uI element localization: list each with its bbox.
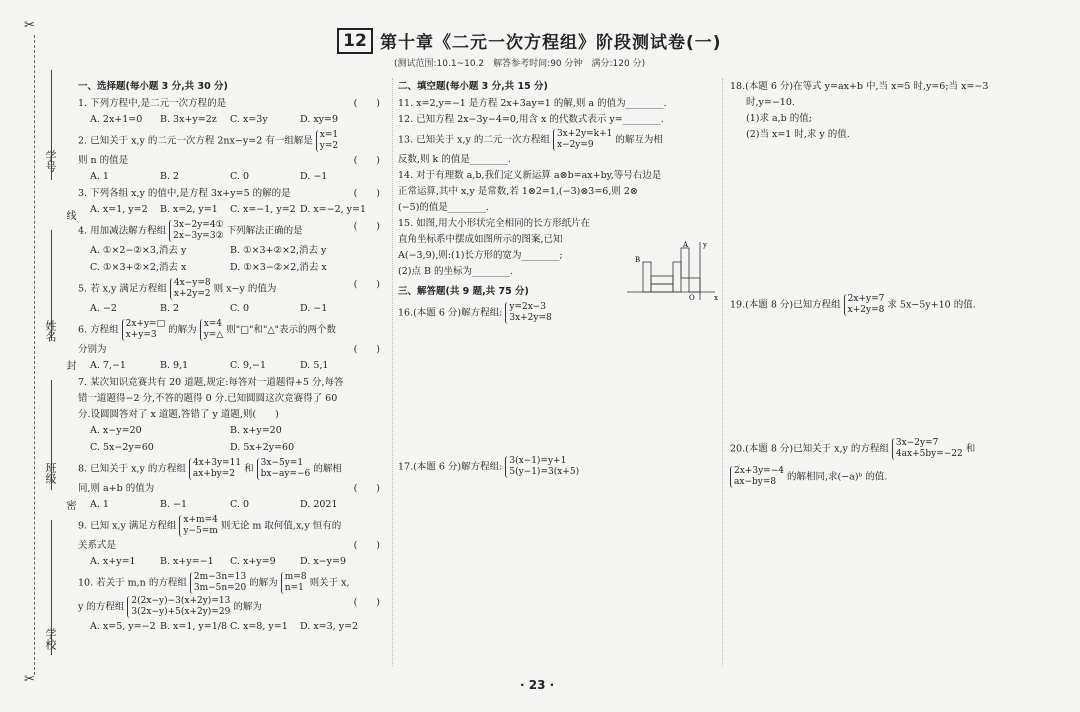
option[interactable]: A. x+y=1 — [90, 556, 136, 567]
option[interactable]: B. 2 — [160, 303, 180, 314]
option[interactable]: C. 0 — [230, 499, 250, 510]
option[interactable]: C. 5x−2y=60 — [90, 442, 154, 453]
equation-system: m=8 n=1 — [281, 572, 307, 594]
question-15-cont2: A(−3,9),则:(1)长方形的宽为________; — [398, 250, 563, 261]
test-info: (测试范围:10.1~10.2 解答参考时间:90 分钟 满分:120 分) — [394, 59, 646, 69]
question-16: 16.(本题 6 分)解方程组: y=2x−3 3x+2y=8 — [398, 302, 552, 323]
option[interactable]: C. x=−1, y=2 — [230, 204, 296, 215]
label-student-id: 学号 — [44, 150, 57, 172]
question-3: 3. 下列各组 x,y 的值中,是方程 3x+y=5 的解的是 ( ) — [78, 188, 380, 199]
cut-word-seal2: 密 — [64, 500, 75, 510]
page-title: 第十章《二元一次方程组》阶段测试卷(一) — [380, 33, 722, 53]
equation-system: x=1 y=2 — [316, 130, 338, 152]
question-2: 2. 已知关于 x,y 的二元一次方程 2nx−y=2 有一组解是 x=1 y=2 — [78, 130, 339, 151]
equation-system: 3x−2y=7 4ax+5by=−22 — [892, 438, 963, 460]
option[interactable]: A. 2x+1=0 — [90, 114, 143, 125]
question-10-cont: y 的方程组 2(2x−y)−3(x+2y)=13 3(2x−y)+5(x+2y)=29 的解为 ( ) — [78, 596, 380, 617]
option[interactable]: C. x=3y — [230, 114, 268, 125]
question-20: 20.(本题 8 分)已知关于 x,y 的方程组 3x−2y=7 4ax+5by=−22 和 — [730, 438, 976, 459]
column-divider — [722, 78, 723, 666]
option[interactable]: D. x=3, y=2 — [300, 621, 359, 632]
question-8: 8. 已知关于 x,y 的方程组 4x+3y=11 ax+by=2 和 3x−5y=1 bx−ay=−6 的解相 — [78, 458, 342, 479]
option[interactable]: A. x−y=20 — [90, 425, 142, 436]
option[interactable]: D. 2021 — [300, 499, 338, 510]
question-19: 19.(本题 8 分)已知方程组 2x+y=7 x+2y=8 求 5x−5y+10 的值. — [730, 294, 976, 315]
option[interactable]: A. x=5, y=−2 — [90, 621, 156, 632]
point-b-label: B — [635, 256, 641, 264]
column-divider — [392, 78, 393, 666]
rectangle-pattern-figure — [625, 240, 720, 302]
question-14: 14. 对于有理数 a,b,我们定义新运算 a⊗b=ax+by,等号右边是 — [398, 170, 662, 181]
option[interactable]: C. 0 — [230, 171, 250, 182]
question-8-cont: 同,则 a+b 的值为 ( ) — [78, 483, 380, 494]
equation-system: 2m−3n=13 3m−5n=20 — [190, 572, 246, 594]
question-7-cont: 错一道题得−2 分,不答的题得 0 分.已知圆圆这次竞赛得了 60 — [78, 393, 338, 404]
answer-space[interactable] — [730, 318, 1060, 438]
question-7: 7. 某次知识竞赛共有 20 道题,规定:每答对一道题得+5 分,每答 — [78, 377, 344, 388]
option[interactable]: B. ①×3+②×2,消去 y — [230, 245, 327, 256]
question-18-part2: (2)当 x=1 时,求 y 的值. — [746, 129, 850, 140]
question-17: 17.(本题 6 分)解方程组: 3(x−1)=y+1 5(y−1)=3(x+5) — [398, 456, 580, 477]
options-5 — [90, 302, 386, 316]
option[interactable]: D. xy=9 — [300, 114, 339, 125]
option[interactable]: B. 3x+y=2z — [160, 114, 217, 125]
option[interactable]: D. x−y=9 — [300, 556, 347, 567]
options-1 — [90, 113, 386, 127]
label-class: 班级 — [44, 462, 57, 484]
question-6: 6. 方程组 2x+y=□ x+y=3 的解为 x=4 y=△ 则"□"和"△"表示的两个数 — [78, 319, 337, 340]
equation-system: 3x−2y=4① 2x−3y=3② — [169, 220, 224, 242]
option[interactable]: B. x=2, y=1 — [160, 204, 218, 215]
scissors-icon: ✂ — [24, 18, 35, 33]
option[interactable]: B. x=1, y=1/8 — [160, 621, 228, 632]
y-axis-label: y — [703, 241, 707, 249]
answer-space[interactable] — [398, 326, 716, 456]
section-heading: 三、解答题(共 9 题,共 75 分) — [398, 286, 529, 297]
options-4 — [90, 244, 386, 258]
test-number: 12 — [337, 28, 373, 54]
question-10: 10. 若关于 m,n 的方程组 2m−3n=13 3m−5n=20 的解为 m=8 n=1 则关于 x, — [78, 572, 350, 593]
option[interactable]: B. −1 — [160, 499, 188, 510]
options-4b — [90, 261, 386, 275]
option[interactable]: B. 2 — [160, 171, 180, 182]
question-9: 9. 已知 x,y 满足方程组 x+m=4 y−5=m 则无论 m 取何值,x,y 恒有的 — [78, 515, 342, 536]
cut-word-line: 线 — [64, 210, 75, 220]
question-2-cont: 则 n 的值是 ( ) — [78, 155, 380, 166]
equation-system: y=2x−3 3x+2y=8 — [505, 302, 551, 324]
question-18-part1: (1)求 a,b 的值; — [746, 113, 812, 124]
question-18-cont: 时,y=−10. — [746, 97, 795, 108]
equation-system: 2x+y=□ x+y=3 — [122, 319, 165, 341]
option[interactable]: A. 1 — [90, 499, 109, 510]
equation-system: 2x+y=7 x+2y=8 — [844, 294, 885, 316]
question-12: 12. 已知方程 2x−3y−4=0,用含 x 的代数式表示 y=________. — [398, 114, 664, 125]
option[interactable]: D. 5,1 — [300, 360, 329, 371]
question-14-cont2: (−5)的值是________. — [398, 202, 489, 213]
option[interactable]: A. −2 — [90, 303, 117, 314]
options-8 — [90, 498, 386, 512]
question-15-cont: 直角坐标系中摆成如图所示的图案,已知 — [398, 234, 563, 245]
equation-system: 2(2x−y)−3(x+2y)=13 3(2x−y)+5(x+2y)=29 — [127, 596, 230, 618]
option[interactable]: A. 7,−1 — [90, 360, 126, 371]
options-7 — [90, 424, 386, 438]
options-9 — [90, 555, 386, 569]
equation-system: 3x−5y=1 bx−ay=−6 — [257, 458, 311, 480]
label-school: 学校 — [44, 628, 57, 650]
question-6-cont: 分别为 ( ) — [78, 344, 380, 355]
label-name: 姓名 — [44, 320, 57, 342]
option[interactable]: D. x=−2, y=1 — [300, 204, 367, 215]
question-4: 4. 用加减法解方程组 3x−2y=4① 2x−3y=3② 下列解法正确的是 ( ) — [78, 220, 380, 241]
option[interactable]: D. −1 — [300, 171, 328, 182]
question-15: 15. 如图,用大小形状完全相同的长方形纸片在 — [398, 218, 591, 229]
equation-system: 3(x−1)=y+1 5(y−1)=3(x+5) — [505, 456, 579, 478]
origin-label: O — [689, 294, 695, 302]
options-10 — [90, 620, 386, 634]
option[interactable]: C. ①×3+②×2,消去 x — [90, 262, 187, 273]
option[interactable]: B. 9,1 — [160, 360, 189, 371]
equation-system: 2x+3y=−4 ax−by=8 — [730, 466, 784, 488]
answer-space[interactable] — [730, 144, 1060, 294]
question-5: 5. 若 x,y 满足方程组 4x−y=8 x+2y=2 则 x−y 的值为 ( ) — [78, 278, 380, 299]
scissors-icon: ✂ — [24, 672, 35, 687]
option[interactable]: B. x+y=−1 — [160, 556, 214, 567]
options-7b — [90, 441, 386, 455]
point-a-label: A — [683, 241, 689, 249]
question-14-cont: 正常运算,其中 x,y 是常数,若 1⊗2=1,(−3)⊗3=6,则 2⊗ — [398, 186, 638, 197]
section-heading: 一、选择题(每小题 3 分,共 30 分) — [78, 81, 228, 92]
equation-system: 4x−y=8 x+2y=2 — [170, 278, 211, 300]
cut-word-seal: 封 — [64, 360, 75, 370]
question-20-cont: 2x+3y=−4 ax−by=8 的解相同,求(−a)ᵇ 的值. — [730, 466, 1060, 488]
equation-system: x+m=4 y−5=m — [179, 515, 217, 537]
question-1: 1. 下列方程中,是二元一次方程的是 ( ) — [78, 98, 380, 109]
options-2 — [90, 170, 386, 184]
equation-system: 3x+2y=k+1 x−2y=9 — [553, 129, 612, 151]
option[interactable]: C. 9,−1 — [230, 360, 267, 371]
column-answers — [730, 80, 1060, 490]
option[interactable]: D. 5x+2y=60 — [230, 442, 295, 453]
options-3 — [90, 203, 386, 217]
option[interactable]: A. ①×2−②×3,消去 y — [90, 245, 187, 256]
option[interactable]: D. −1 — [300, 303, 328, 314]
section-heading: 二、填空题(每小题 3 分,共 15 分) — [398, 81, 548, 92]
binding-strip — [0, 0, 75, 712]
column-choice — [78, 80, 386, 637]
question-18: 18.(本题 6 分)在等式 y=ax+b 中,当 x=5 时,y=6;当 x=−3 — [730, 81, 989, 92]
page-number: · 23 · — [520, 678, 555, 692]
options-6 — [90, 359, 386, 373]
option[interactable]: A. x=1, y=2 — [90, 204, 148, 215]
equation-system: 4x+3y=11 ax+by=2 — [189, 458, 241, 480]
option[interactable]: C. x=8, y=1 — [230, 621, 288, 632]
option[interactable]: C. x+y=9 — [230, 556, 276, 567]
question-9-cont: 关系式是 ( ) — [78, 540, 380, 551]
option[interactable]: D. ①×3−②×2,消去 x — [230, 262, 327, 273]
option[interactable]: C. 0 — [230, 303, 250, 314]
option[interactable]: B. x+y=20 — [230, 425, 282, 436]
cut-line — [34, 35, 35, 675]
equation-system: x=4 y=△ — [200, 319, 224, 341]
question-11: 11. x=2,y=−1 是方程 2x+3ay=1 的解,则 a 的值为________. — [398, 98, 667, 109]
option[interactable]: A. 1 — [90, 171, 109, 182]
x-axis-label: x — [714, 294, 718, 302]
question-7-cont2: 分.设圆圆答对了 x 道题,答错了 y 道题,则( ) — [78, 409, 279, 420]
question-15-cont3: (2)点 B 的坐标为________. — [398, 266, 513, 277]
question-13: 13. 已知关于 x,y 的二元一次方程组 3x+2y=k+1 x−2y=9 的解互为相 — [398, 129, 663, 150]
question-13-cont: 反数,则 k 的值是________. — [398, 154, 511, 165]
